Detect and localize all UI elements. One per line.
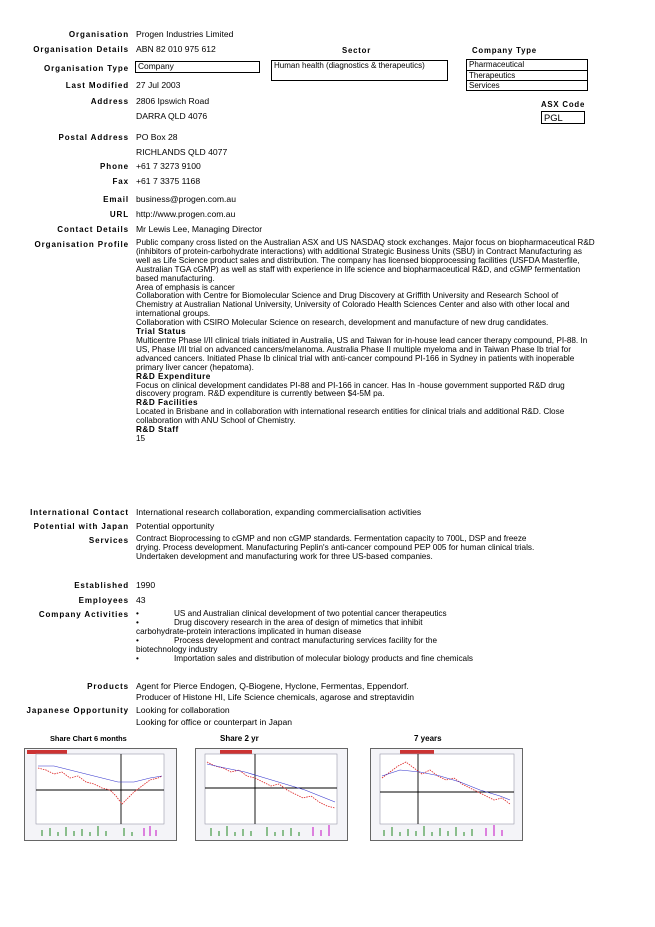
activity-item: Process development and contract manufacturing services facility for the	[174, 636, 438, 645]
contact-value: Mr Lewis Lee, Managing Director	[136, 224, 263, 234]
activity-item-continued: carbohydrate-protein interactions implicated in human disease	[136, 627, 362, 636]
company-type-item: Pharmaceutical	[466, 59, 588, 70]
chart-caption-6m: Share Chart 6 months	[50, 734, 127, 743]
profile-text	[136, 239, 596, 444]
share-chart-6m	[24, 748, 177, 841]
sector-box: Human health (diagnostics & therapeutics)	[271, 60, 448, 81]
intl-label: International Contact	[30, 508, 129, 517]
intl-value: International research collaboration, expanding commercialisation activities	[136, 507, 422, 517]
company-type-item: Services	[466, 80, 588, 91]
rd-expenditure-heading: R&D Expenditure	[136, 371, 211, 381]
bullet: •	[136, 654, 139, 663]
services-label: Services	[88, 536, 129, 545]
rd-staff-heading: R&D Staff	[136, 425, 179, 435]
japan-label: Japanese Opportunity	[26, 706, 129, 715]
japan-line2: Looking for office or counterpart in Japan	[136, 717, 293, 727]
activities-label: Company Activities	[38, 610, 129, 619]
fax-value: +61 7 3375 1168	[136, 176, 201, 186]
chart-caption-2yr: Share 2 yr	[220, 734, 259, 743]
chart-caption-7yr: 7 years	[414, 734, 442, 743]
modified-value: 27 Jul 2003	[136, 80, 181, 90]
url-value[interactable]: http://www.progen.com.au	[136, 209, 236, 219]
details-value: ABN 82 010 975 612	[136, 44, 216, 54]
fax-label: Fax	[112, 177, 129, 186]
modified-label: Last Modified	[65, 81, 129, 90]
share-chart-2yr	[195, 748, 348, 841]
company-type-item: Therapeutics	[466, 70, 588, 81]
activity-item: Drug discovery research in the area of design of mimetics that inhibit	[174, 618, 423, 627]
bullet: •	[136, 609, 139, 618]
potential-value: Potential opportunity	[136, 521, 215, 531]
trial-status-heading: Trial Status	[136, 327, 187, 337]
established-label: Established	[74, 581, 129, 590]
postal-line2: RICHLANDS QLD 4077	[136, 147, 228, 157]
company-type-header: Company Type	[472, 46, 537, 55]
postal-line1: PO Box 28	[136, 132, 178, 142]
asx-header: ASX Code	[541, 100, 586, 109]
sector-header: Sector	[342, 46, 372, 55]
share-chart-7yr	[370, 748, 523, 841]
type-box: Company	[135, 61, 260, 73]
profile-label: Organisation Profile	[34, 240, 129, 249]
address-label: Address	[90, 97, 129, 106]
profile-paragraph: Area of emphasis is cancer	[136, 282, 235, 292]
profile-paragraph: Public company cross listed on the Australian ASX and US NASDAQ stock exchanges. Major focus on biopharmaceutical R&D (inhibitors of protein-carbohydrate interactions) with additional Strategic Business Units (SBU) in Contract Manufacturing as well as Life Science product sales and distribution. The company has licensed biopprocessing facilities (USFDA Masterfile, Australian TGA cGMP) as well as staff with experience in life science and biopharmaceutical R&D, and cGMP fermentation based manufacturing.	[136, 238, 595, 283]
bullet: •	[136, 618, 139, 627]
services-text: Contract Bioprocessing to cGMP and non cGMP standards. Fermentation capacity to 700L, DSP and freeze drying. Process development. Manufacturing Peplin's anti-cancer compound PEP 005 for human clinical trials. Undertaken development and manufacturing work for three US-based companies.	[136, 534, 535, 561]
phone-value: +61 7 3273 9100	[136, 161, 201, 171]
details-label: Organisation Details	[33, 45, 129, 54]
products-line1: Agent for Pierce Endogen, Q-Biogene, Hyclone, Fermentas, Eppendorf.	[136, 681, 409, 691]
products-label: Products	[87, 682, 129, 691]
profile-paragraph: 15	[136, 433, 146, 443]
url-label: URL	[109, 210, 129, 219]
activity-item: Importation sales and distribution of molecular biology products and fine chemicals	[174, 654, 474, 663]
profile-paragraph: Focus on clinical development candidates PI-88 and PI-166 in cancer. Has In -house government supported R&D drug discovery program. R&D expenditure is currently between $4-5M pa.	[136, 380, 565, 399]
organisation-label: Organisation	[68, 30, 129, 39]
email-value[interactable]: business@progen.com.au	[136, 194, 236, 204]
organisation-value: Progen Industries Limited	[136, 29, 234, 39]
phone-label: Phone	[100, 162, 129, 171]
postal-label: Postal Address	[58, 133, 129, 142]
address-line2: DARRA QLD 4076	[136, 111, 208, 121]
type-label: Organisation Type	[44, 64, 129, 73]
activity-item-continued: biotechnology industry	[136, 645, 218, 654]
profile-paragraph: Located in Brisbane and in collaboration with international research entities for clinical trials and additional R&D. Close collaboration with ANU School of Chemistry.	[136, 407, 565, 426]
employees-label: Employees	[78, 596, 129, 605]
established-value: 1990	[136, 580, 156, 590]
contact-label: Contact Details	[57, 225, 129, 234]
employees-value: 43	[136, 595, 146, 605]
bullet: •	[136, 636, 139, 645]
address-line1: 2806 Ipswich Road	[136, 96, 210, 106]
japan-line1: Looking for collaboration	[136, 705, 230, 715]
email-label: Email	[103, 195, 129, 204]
potential-label: Potential with Japan	[33, 522, 129, 531]
profile-paragraph: Collaboration with CSIRO Molecular Science on research, development and manufacture of new drug candidates.	[136, 318, 549, 328]
activities-list	[136, 609, 596, 663]
activity-item: US and Australian clinical development of two potential cancer therapeutics	[174, 609, 447, 618]
profile-paragraph: Collaboration with Centre for Biomolecular Science and Drug Discovery at Griffith University and Research School of Chemistry at Australian National University, University of Colorado Health Sciences Center and also with other local and international groups.	[136, 291, 570, 319]
company-type-list	[466, 59, 588, 91]
products-line2: Producer of Histone HI, Life Science chemicals, agarose and streptavidin	[136, 692, 415, 702]
asx-box: PGL	[541, 111, 585, 124]
profile-paragraph: Multicentre Phase I/II clinical trials initiated in Australia, US and Taiwan for in-house lead cancer therapy compound, PI-88. In US, Phase I/II trial on advanced cancers/melanoma. Australia Phase II multiple myeloma and in Taiwan Phase Ib trial for advanced cancers. Initiated Phase Ib clinical trial with anti-cancer compound PI-166 in Sydney in patients with inoperable primary liver cancer (hepatoma).	[136, 335, 588, 372]
rd-facilities-heading: R&D Facilities	[136, 398, 199, 408]
